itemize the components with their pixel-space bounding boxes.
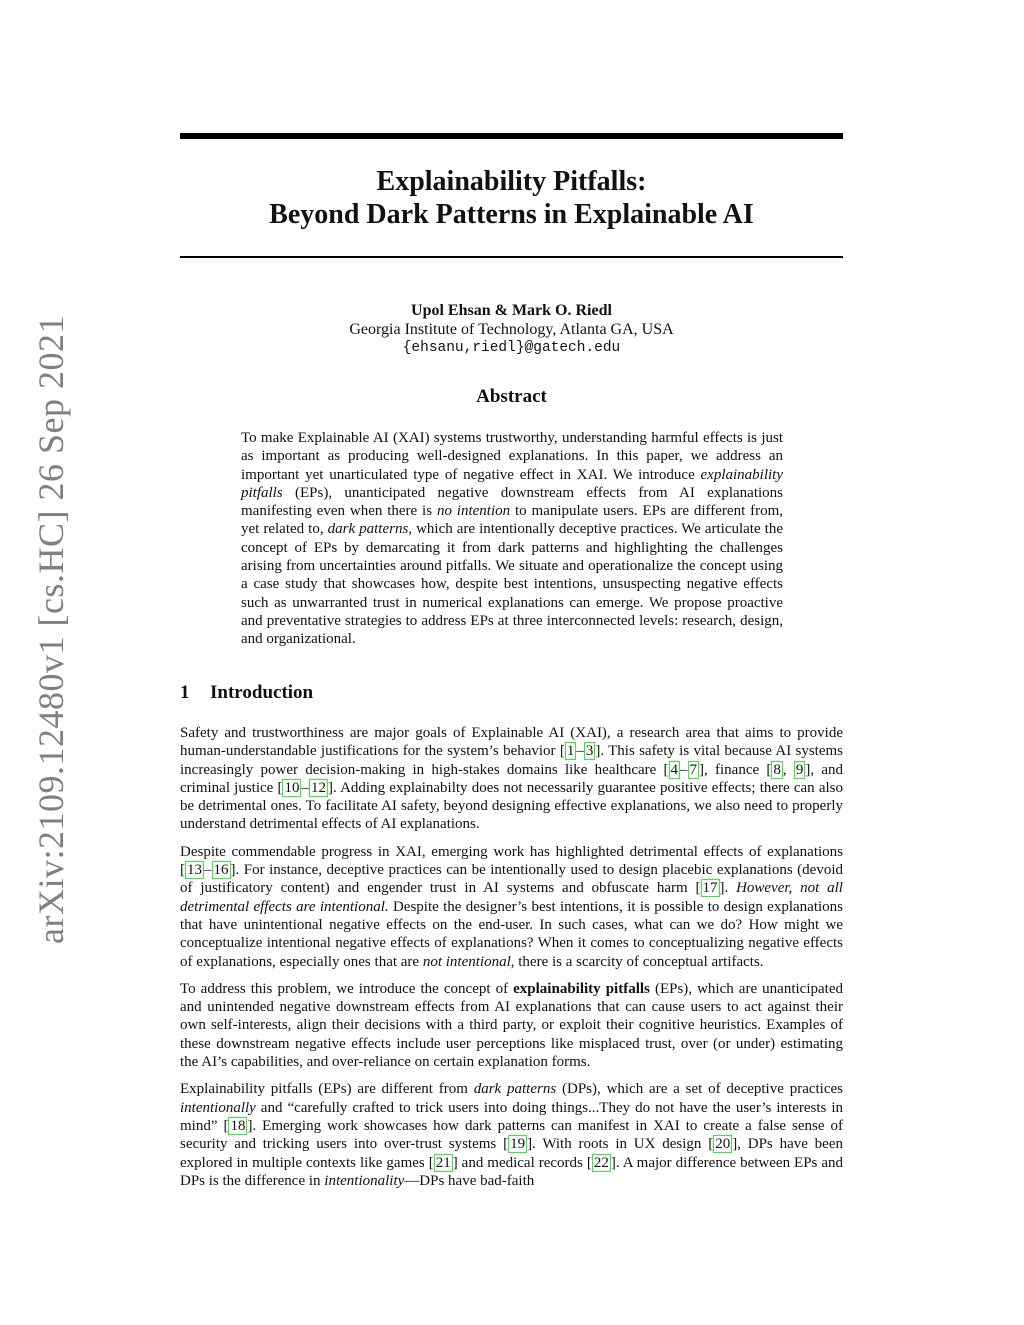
- title-line-1: Explainability Pitfalls:: [376, 166, 647, 197]
- title-line-2: Beyond Dark Patterns in Explainable AI: [269, 199, 754, 230]
- citation-link[interactable]: 16: [213, 862, 229, 879]
- p4-emphasis-1: dark patterns: [473, 1081, 557, 1098]
- author-block: [180, 301, 843, 358]
- citation-link[interactable]: 7: [689, 761, 698, 778]
- p2-text-5: , there is a scarcity of conceptual artifacts.: [510, 953, 764, 970]
- title-top-rule: [180, 133, 843, 139]
- abstract-text: [241, 429, 783, 649]
- section-number: 1: [180, 682, 190, 703]
- author-affiliation: Georgia Institute of Technology, Atlanta GA, USA: [349, 321, 674, 338]
- p1-sep-2: –: [680, 761, 688, 778]
- paragraph-2: [180, 843, 843, 971]
- p2-text-1: Despite commendable progress in XAI, emerging work has highlighted detrimental effects of explanations [: [180, 843, 843, 879]
- p4-emphasis-2: intentionally: [180, 1099, 256, 1116]
- p2-emphasis-2: not intentional: [422, 953, 511, 970]
- p3-bold-term: explainability pitfalls: [513, 980, 650, 997]
- abstract-emphasis-3: dark patterns: [327, 521, 409, 538]
- abstract-text-3: to manipulate users. EPs are different from, yet related to,: [241, 503, 784, 538]
- paragraph-4: [180, 1080, 843, 1190]
- p4-text-6: ], DPs have been explored in multiple contexts like games [: [180, 1136, 844, 1171]
- p4-text-1: Explainability pitfalls (EPs) are different from: [180, 1081, 474, 1098]
- citation-link[interactable]: 9: [795, 761, 804, 778]
- p2-text-4: Despite the designer’s best intentions, it is possible to design explanations that have unintentional negative effects on the end-user. In such cases, what can we do? How might we conceptualize intentional negative effects of explanations? When it comes to conceptualizing negative effects of explanations, especially ones that are: [180, 898, 843, 970]
- p4-text-5: ]. With roots in UX design [: [527, 1136, 714, 1153]
- p1-sep-1: –: [576, 743, 584, 760]
- citation-link[interactable]: 3: [585, 743, 594, 760]
- author-email: {ehsanu,riedl}@gatech.edu: [402, 340, 621, 356]
- p2-sep-1: –: [204, 862, 212, 879]
- p4-emphasis-3: intentionality: [324, 1172, 405, 1189]
- abstract-text-1: To make Explainable AI (XAI) systems trustworthy, understanding harmful effects is just as important as producing well-designed explanations. In this paper, we address an important yet unarticulated type of negative effect in XAI. We introduce: [241, 430, 783, 483]
- p3-text-1: To address this problem, we introduce the concept of: [180, 980, 514, 997]
- abstract-emphasis-2: no intention: [436, 503, 511, 520]
- p2-text-3: ].: [719, 880, 737, 897]
- p1-text-4: ], and criminal justice [: [180, 761, 843, 796]
- p3-text-2: (EPs), which are unanticipated and unintended negative downstream effects from AI explanations that can cause users to act against their own self-interests, align their decisions with a third party, or exploit their cognitive heuristics. Examples of these downstream negative effects include user perceptions like misplaced trust, over (or under) estimating the AI’s capabilities, and over-reliance on certain explanation forms.: [180, 980, 843, 1071]
- citation-link[interactable]: 18: [230, 1117, 246, 1134]
- p1-text-5: ]. Adding explainabilty does not necessarily guarantee positive effects; there can also be detrimental ones. To facilitate AI safety, beyond designing effective explanations, we also need to properly understand detrimental effects of AI explanations.: [180, 779, 843, 833]
- abstract-text-4: , which are intentionally deceptive practices. We articulate the concept of EPs by demarcating it from dark patterns and highlighting the challenges arising from uncertainties around pitfalls. We situate and operationalize the concept using a case study that showcases how, despite best intentions, unsuspecting negative effects such as unwarranted trust in numerical explanations can emerge. We propose proactive and preventative strategies to address EPs at three interconnected levels: research, design, and organizational.: [241, 521, 783, 648]
- paragraph-3: [180, 980, 843, 1071]
- p2-text-2: ]. For instance, deceptive practices can be intentionally used to design placebic explanations (devoid of justificatory content) and engender trust in AI systems and obfuscate harm [: [180, 862, 843, 897]
- p4-text-8: ]. A major difference between EPs and DPs is the difference in: [180, 1154, 843, 1189]
- p4-text-9: —DPs have bad-faith: [404, 1172, 535, 1189]
- title-bottom-rule: [180, 256, 843, 258]
- paper-title: [180, 165, 843, 231]
- citation-link[interactable]: 21: [435, 1154, 451, 1171]
- citation-link[interactable]: 17: [702, 880, 718, 897]
- paragraph-1: [180, 724, 843, 834]
- p4-text-3: and “carefully crafted to trick users into doing things...They do not have the user’s interests in mind” [: [180, 1099, 843, 1134]
- p4-text-4: ]. Emerging work showcases how dark patterns can manifest in XAI to create a false sense of security and tricking users into over-trust systems [: [180, 1117, 843, 1153]
- citation-link[interactable]: 12: [310, 779, 326, 796]
- p2-emphasis-1: However, not all detrimental effects are intentional.: [180, 880, 843, 915]
- p4-text-7: ] and medical records [: [452, 1154, 592, 1171]
- arxiv-identifier: arXiv:2109.12480v1 [cs.HC] 26 Sep 2021: [31, 315, 71, 944]
- citation-link[interactable]: 22: [593, 1154, 609, 1171]
- citation-link[interactable]: 19: [510, 1136, 526, 1153]
- introduction-body: [180, 724, 843, 1199]
- p1-sep-3: ,: [782, 761, 794, 778]
- p1-text-1: Safety and trustworthiness are major goals of Explainable AI (XAI), a research area that aims to provide human-understandable justifications for the system’s behavior [: [180, 725, 843, 760]
- citation-link[interactable]: 4: [670, 761, 679, 778]
- p1-text-2: ]. This safety is vital because AI systems increasingly power decision-making in high-stakes domains like healthcare [: [180, 743, 843, 778]
- abstract-text-2: (EPs), unanticipated negative downstream effects from AI explanations manifesting even when there is: [241, 484, 783, 520]
- p1-text-3: ], finance [: [699, 761, 772, 778]
- section-heading-introduction: [180, 682, 313, 704]
- citation-link[interactable]: 20: [715, 1136, 731, 1153]
- abstract-emphasis-1: explainability pitfalls: [241, 466, 783, 501]
- citation-link[interactable]: 13: [187, 862, 202, 879]
- abstract-heading: Abstract: [476, 386, 547, 407]
- p4-text-2: (DPs), which are a set of deceptive practices: [556, 1081, 843, 1098]
- citation-link[interactable]: 1: [566, 743, 575, 760]
- author-names: Upol Ehsan & Mark O. Riedl: [411, 302, 612, 319]
- p1-sep-4: –: [301, 779, 309, 796]
- citation-link[interactable]: 8: [773, 761, 781, 778]
- citation-link[interactable]: 10: [284, 779, 300, 796]
- section-title: Introduction: [210, 682, 314, 703]
